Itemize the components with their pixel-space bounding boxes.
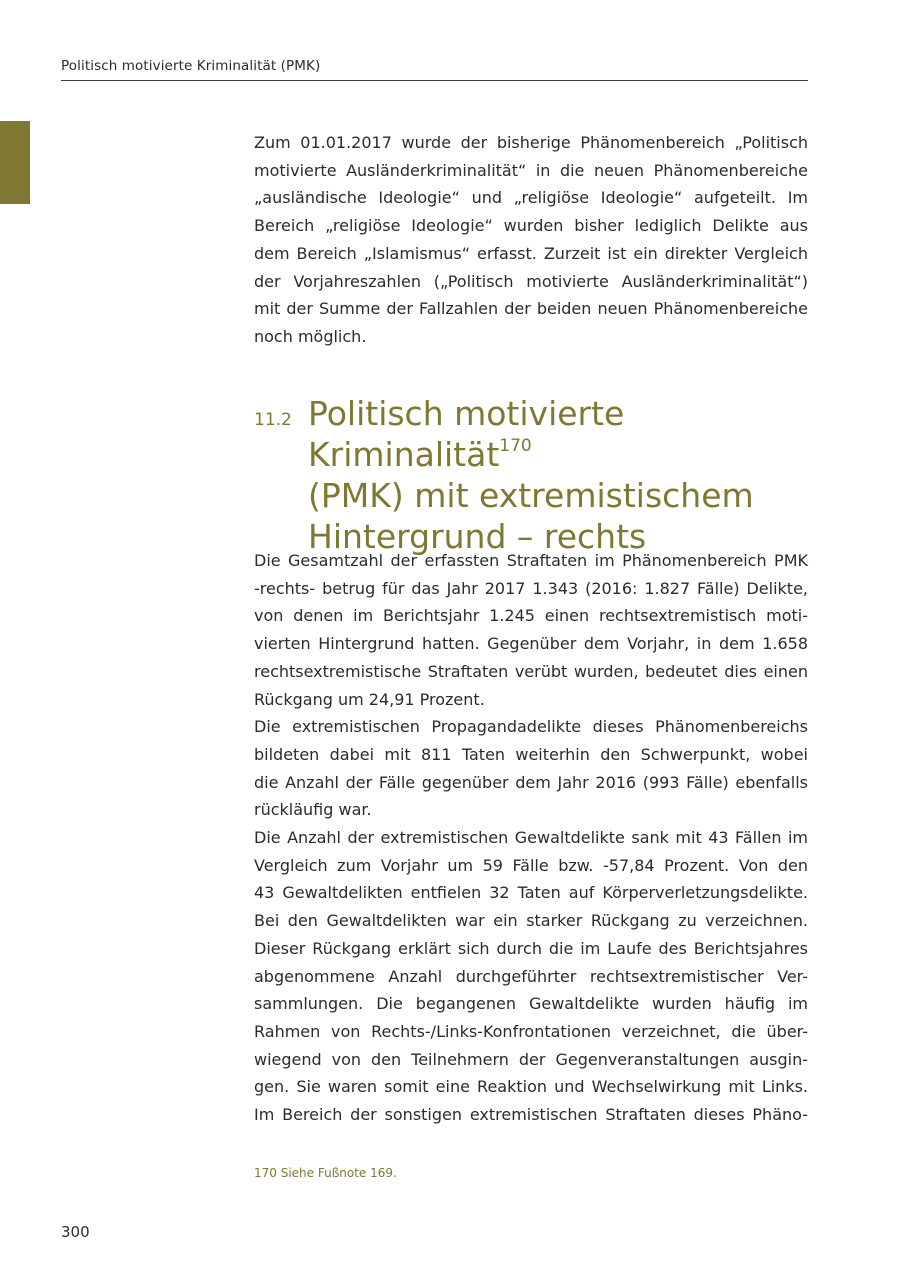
text-line: gen. Sie waren somit eine Reaktion und Wechselwirkung mit Links. <box>254 1077 808 1097</box>
text-line: mit der Summe der Fallzahlen der beiden neuen Phänomenbereiche <box>254 299 808 319</box>
chapter-tab-marker <box>0 121 30 204</box>
text-line: Vergleich zum Vorjahr um 59 Fälle bzw. -57,84 Prozent. Von den <box>254 855 808 875</box>
text-line: dem Bereich „Islamismus“ erfasst. Zurzeit ist ein direkter Vergleich <box>254 243 808 263</box>
text-line: wiegend von den Teilnehmern der Gegenveranstaltungen ausgin- <box>254 1049 808 1069</box>
text-line: rückläufig war. <box>254 800 372 820</box>
text-line: sammlungen. Die begangenen Gewaltdelikte wurden häufig im <box>254 994 808 1014</box>
text-line: Die extremistischen Propagandadelikte dieses Phänomenbereichs <box>254 717 808 737</box>
text-line: Die Anzahl der extremistischen Gewaltdelikte sank mit 43 Fällen im <box>254 828 808 848</box>
running-header: Politisch motivierte Kriminalität (PMK) <box>61 58 321 74</box>
text-line: vierten Hintergrund hatten. Gegenüber dem Vorjahr, in dem 1.658 <box>254 634 808 654</box>
text-line: abgenommene Anzahl durchgeführter rechtsextremistischer Ver- <box>254 966 808 986</box>
text-line: Rahmen von Rechts-/Links-Konfrontationen verzeichnet, die über- <box>254 1021 808 1041</box>
text-line: -rechts- betrug für das Jahr 2017 1.343 (2016: 1.827 Fälle) Delikte, <box>254 578 808 598</box>
intro-paragraph <box>254 129 808 351</box>
text-line: Dieser Rückgang erklärt sich durch die im Laufe des Berichtsjahres <box>254 938 808 958</box>
footnote-reference[interactable]: 170 <box>499 436 532 456</box>
footnote: 170 Siehe Fußnote 169. <box>254 1166 397 1180</box>
section-heading <box>308 393 828 557</box>
header-divider <box>61 80 808 81</box>
text-line: Bei den Gewaltdelikten war ein starker Rückgang zu verzeichnen. <box>254 911 808 931</box>
section-title-line-3: Hintergrund – rechts <box>308 517 647 556</box>
text-line: bildeten dabei mit 811 Taten weiterhin den Schwerpunkt, wobei <box>254 744 808 764</box>
text-line: noch möglich. <box>254 326 367 346</box>
text-line: von denen im Berichtsjahr 1.245 einen rechtsextremistisch moti- <box>254 606 808 626</box>
text-line: Im Bereich der sonstigen extremistischen Straftaten dieses Phäno- <box>254 1105 808 1125</box>
body-text <box>254 547 808 1129</box>
text-line: „ausländische Ideologie“ und „religiöse Ideologie“ aufgeteilt. Im <box>254 188 808 208</box>
text-line: Die Gesamtzahl der erfassten Straftaten im Phänomenbereich PMK <box>254 551 808 570</box>
section-title-line-2: (PMK) mit extremistischem <box>308 476 754 515</box>
page-number: 300 <box>61 1223 90 1241</box>
section-number: 11.2 <box>254 410 292 430</box>
text-line: Zum 01.01.2017 wurde der bisherige Phänomenbereich „Politisch <box>254 133 808 152</box>
section-title-line-1: Politisch motivierte Kriminalität <box>308 394 625 474</box>
text-line: 43 Gewaltdelikten entfielen 32 Taten auf Körperverletzungsdelikte. <box>254 883 808 903</box>
text-line: die Anzahl der Fälle gegenüber dem Jahr 2016 (993 Fälle) ebenfalls <box>254 772 808 792</box>
text-line: der Vorjahreszahlen („Politisch motivierte Ausländerkriminalität“) <box>254 271 808 291</box>
text-line: Bereich „religiöse Ideologie“ wurden bisher lediglich Delikte aus <box>254 216 808 236</box>
text-line: Rückgang um 24,91 Prozent. <box>254 689 485 709</box>
text-line: rechtsextremistische Straftaten verübt wurden, bedeutet dies einen <box>254 661 808 681</box>
text-line: motivierte Ausländerkriminalität“ in die neuen Phänomenbereiche <box>254 160 808 180</box>
